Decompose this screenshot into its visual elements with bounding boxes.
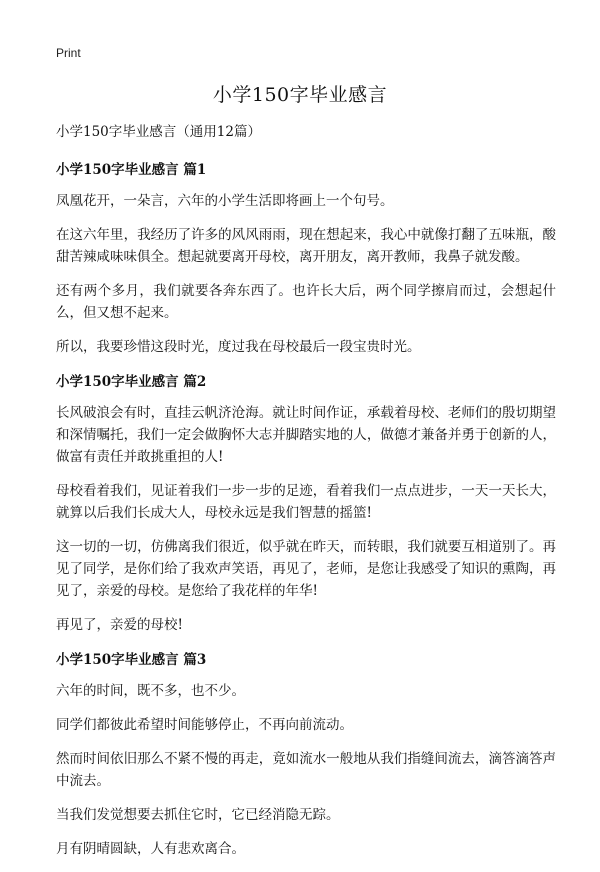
document-body [56,120,556,872]
page-title: 小学150字毕业感言 [212,84,388,106]
section-1 [56,158,556,358]
paragraph: 还有两个多月，我们就要各奔东西了。也许长大后，两个同学擦肩而过，会想起什么，但又想不起来。 [56,283,556,321]
print-link[interactable]: Print [56,46,81,60]
paragraph: 这一切的一切，仿佛离我们很近，似乎就在昨天，而转眼，我们就要互相道别了。再见了同学，是你们给了我欢声笑语，再见了，老师，是您让我感受了知识的熏陶，再见了，亲爱的母校。是您给了我花样的年华! [56,539,556,599]
paragraph: 所以，我要珍惜这段时光，度过我在母校最后一段宝贵时光。 [56,339,421,355]
paragraph: 当我们发觉想要去抓住它时，它已经消隐无踪。 [56,807,340,823]
paragraph: 六年的时间，既不多，也不少。 [56,683,245,699]
section-heading: 小学150字毕业感言 篇2 [56,374,207,390]
paragraph: 长风破浪会有时，直挂云帆济沧海。就让时间作证，承载着母校、老师们的殷切期望和深情嘱托，我们一定会做胸怀大志并脚踏实地的人，做德才兼备并勇于创新的人，做富有责任并敢挑重担的人! [56,405,556,465]
section-3 [56,648,556,860]
section-2 [56,370,556,636]
paragraph: 凤凰花开，一朵言，六年的小学生活即将画上一个句号。 [56,193,394,209]
document-subtitle: 小学150字毕业感言（通用12篇） [56,124,261,140]
paragraph: 同学们都彼此希望时间能够停止，不再向前流动。 [56,717,353,733]
paragraph: 母校看着我们，见证着我们一步一步的足迹，看着我们一点点进步，一天一天长大，就算以后我们长成大人，母校永远是我们智慧的摇篮! [56,483,556,521]
section-heading: 小学150字毕业感言 篇1 [56,162,207,178]
section-heading: 小学150字毕业感言 篇3 [56,652,207,668]
paragraph: 再见了，亲爱的母校! [56,617,183,633]
paragraph: 月有阴晴圆缺，人有悲欢离合。 [56,841,245,857]
paragraph: 在这六年里，我经历了许多的风风雨雨，现在想起来，我心中就像打翻了五味瓶，酸甜苦辣咸味味俱全。想起就要离开母校，离开朋友，离开教师，我鼻子就发酸。 [56,227,556,265]
paragraph: 然而时间依旧那么不紧不慢的再走，竟如流水一般地从我们指缝间流去，滴答滴答声中流去。 [56,751,556,789]
